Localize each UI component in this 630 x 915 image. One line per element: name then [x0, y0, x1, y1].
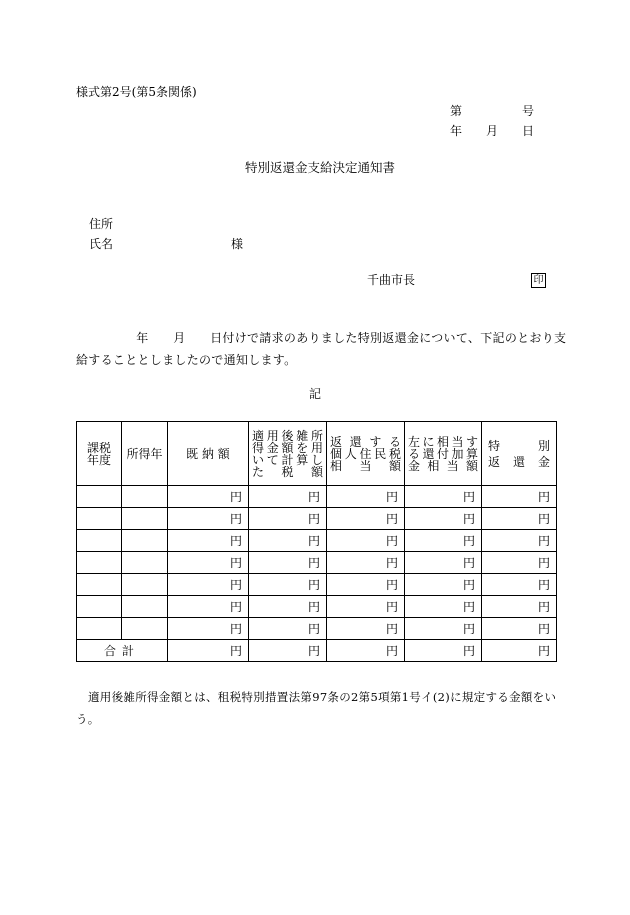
cell-tax-year: [77, 486, 122, 508]
cell-tax-year: [77, 618, 122, 640]
cell-amount: 円: [168, 618, 249, 640]
table-body: [77, 486, 557, 640]
cell-amount: 円: [482, 530, 557, 552]
date-day: 日: [522, 124, 535, 138]
cell-income-year: [122, 552, 168, 574]
cell-amount: 円: [327, 508, 405, 530]
total-label: 合計: [77, 640, 168, 662]
cell-tax-year: [77, 574, 122, 596]
note-line-2: う。: [76, 712, 100, 726]
total-cell: 円: [249, 640, 327, 662]
cell-amount: 円: [327, 552, 405, 574]
cell-amount: 円: [405, 574, 482, 596]
address-label: 住所: [89, 217, 114, 231]
honorific: 様: [231, 237, 244, 251]
table-header-row: [77, 422, 557, 486]
cell-amount: 円: [249, 530, 327, 552]
cell-amount: 円: [168, 574, 249, 596]
body-line-2: 給することとしましたので通知します。: [76, 353, 297, 367]
cell-amount: 円: [168, 508, 249, 530]
total-cell: 円: [327, 640, 405, 662]
seal-stamp: 印: [531, 273, 546, 288]
cell-amount: 円: [405, 618, 482, 640]
cell-amount: 円: [482, 552, 557, 574]
cell-amount: 円: [249, 486, 327, 508]
cell-tax-year: [77, 596, 122, 618]
cell-amount: 円: [405, 552, 482, 574]
table-row: [77, 530, 557, 552]
cell-tax-year: [77, 508, 122, 530]
body-line-1: 年 月 日付けで請求のありました特別返還金について、下記のとおり支: [124, 331, 567, 345]
table-row: [77, 596, 557, 618]
table-row: [77, 508, 557, 530]
cell-income-year: [122, 508, 168, 530]
cell-amount: 円: [482, 618, 557, 640]
cell-amount: 円: [327, 574, 405, 596]
table-row: [77, 618, 557, 640]
cell-tax-year: [77, 530, 122, 552]
cell-income-year: [122, 618, 168, 640]
cell-amount: 円: [249, 596, 327, 618]
date-year: 年: [450, 124, 463, 138]
header-calc-tax: 適用後雑所 得金額を用 いて計算し た 税 額: [249, 422, 327, 486]
cell-amount: 円: [482, 596, 557, 618]
doc-number-suffix: 号: [522, 104, 535, 118]
cell-amount: 円: [405, 486, 482, 508]
header-refund-addition: 左に相当す る還付加算 金相当額: [405, 422, 482, 486]
table-row: [77, 486, 557, 508]
document-title: 特別返還金支給決定通知書: [245, 160, 396, 175]
refund-table: [76, 421, 557, 662]
cell-amount: 円: [249, 618, 327, 640]
cell-amount: 円: [482, 508, 557, 530]
cell-income-year: [122, 486, 168, 508]
cell-amount: 円: [168, 596, 249, 618]
total-row: [77, 640, 557, 662]
cell-amount: 円: [168, 486, 249, 508]
cell-amount: 円: [482, 486, 557, 508]
doc-number-prefix: 第: [450, 104, 463, 118]
total-cell: 円: [482, 640, 557, 662]
cell-amount: 円: [482, 574, 557, 596]
header-paid-amount: 既 納 額: [168, 422, 249, 486]
note-line-1: 適用後雑所得金額とは、租税特別措置法第97条の2第5項第1号イ(2)に規定する金額をい: [88, 690, 557, 704]
table-row: [77, 574, 557, 596]
cell-amount: 円: [327, 618, 405, 640]
cell-amount: 円: [249, 574, 327, 596]
cell-tax-year: [77, 552, 122, 574]
header-tax-year: 課税 年度: [77, 422, 122, 486]
body-text: [76, 327, 567, 371]
cell-amount: 円: [327, 530, 405, 552]
ki-heading: 記: [309, 387, 322, 401]
cell-amount: 円: [327, 486, 405, 508]
cell-amount: 円: [249, 552, 327, 574]
header-special-refund: 特 別 返 還 金: [482, 422, 557, 486]
date-month: 月: [486, 124, 499, 138]
total-cell: 円: [168, 640, 249, 662]
note-text: [76, 686, 557, 730]
cell-income-year: [122, 530, 168, 552]
cell-income-year: [122, 574, 168, 596]
table-row: [77, 552, 557, 574]
cell-amount: 円: [168, 530, 249, 552]
name-label: 氏名: [89, 237, 114, 251]
issuer-title: 千曲市長: [367, 273, 416, 287]
cell-amount: 円: [405, 530, 482, 552]
form-number: 様式第2号(第5条関係): [76, 85, 197, 99]
cell-amount: 円: [249, 508, 327, 530]
header-refund-resident-tax: 返還する 個人住民税 相 当 額: [327, 422, 405, 486]
cell-amount: 円: [168, 552, 249, 574]
cell-amount: 円: [405, 508, 482, 530]
cell-income-year: [122, 596, 168, 618]
total-cell: 円: [405, 640, 482, 662]
cell-amount: 円: [405, 596, 482, 618]
cell-amount: 円: [327, 596, 405, 618]
header-income-year: 所得年: [122, 422, 168, 486]
